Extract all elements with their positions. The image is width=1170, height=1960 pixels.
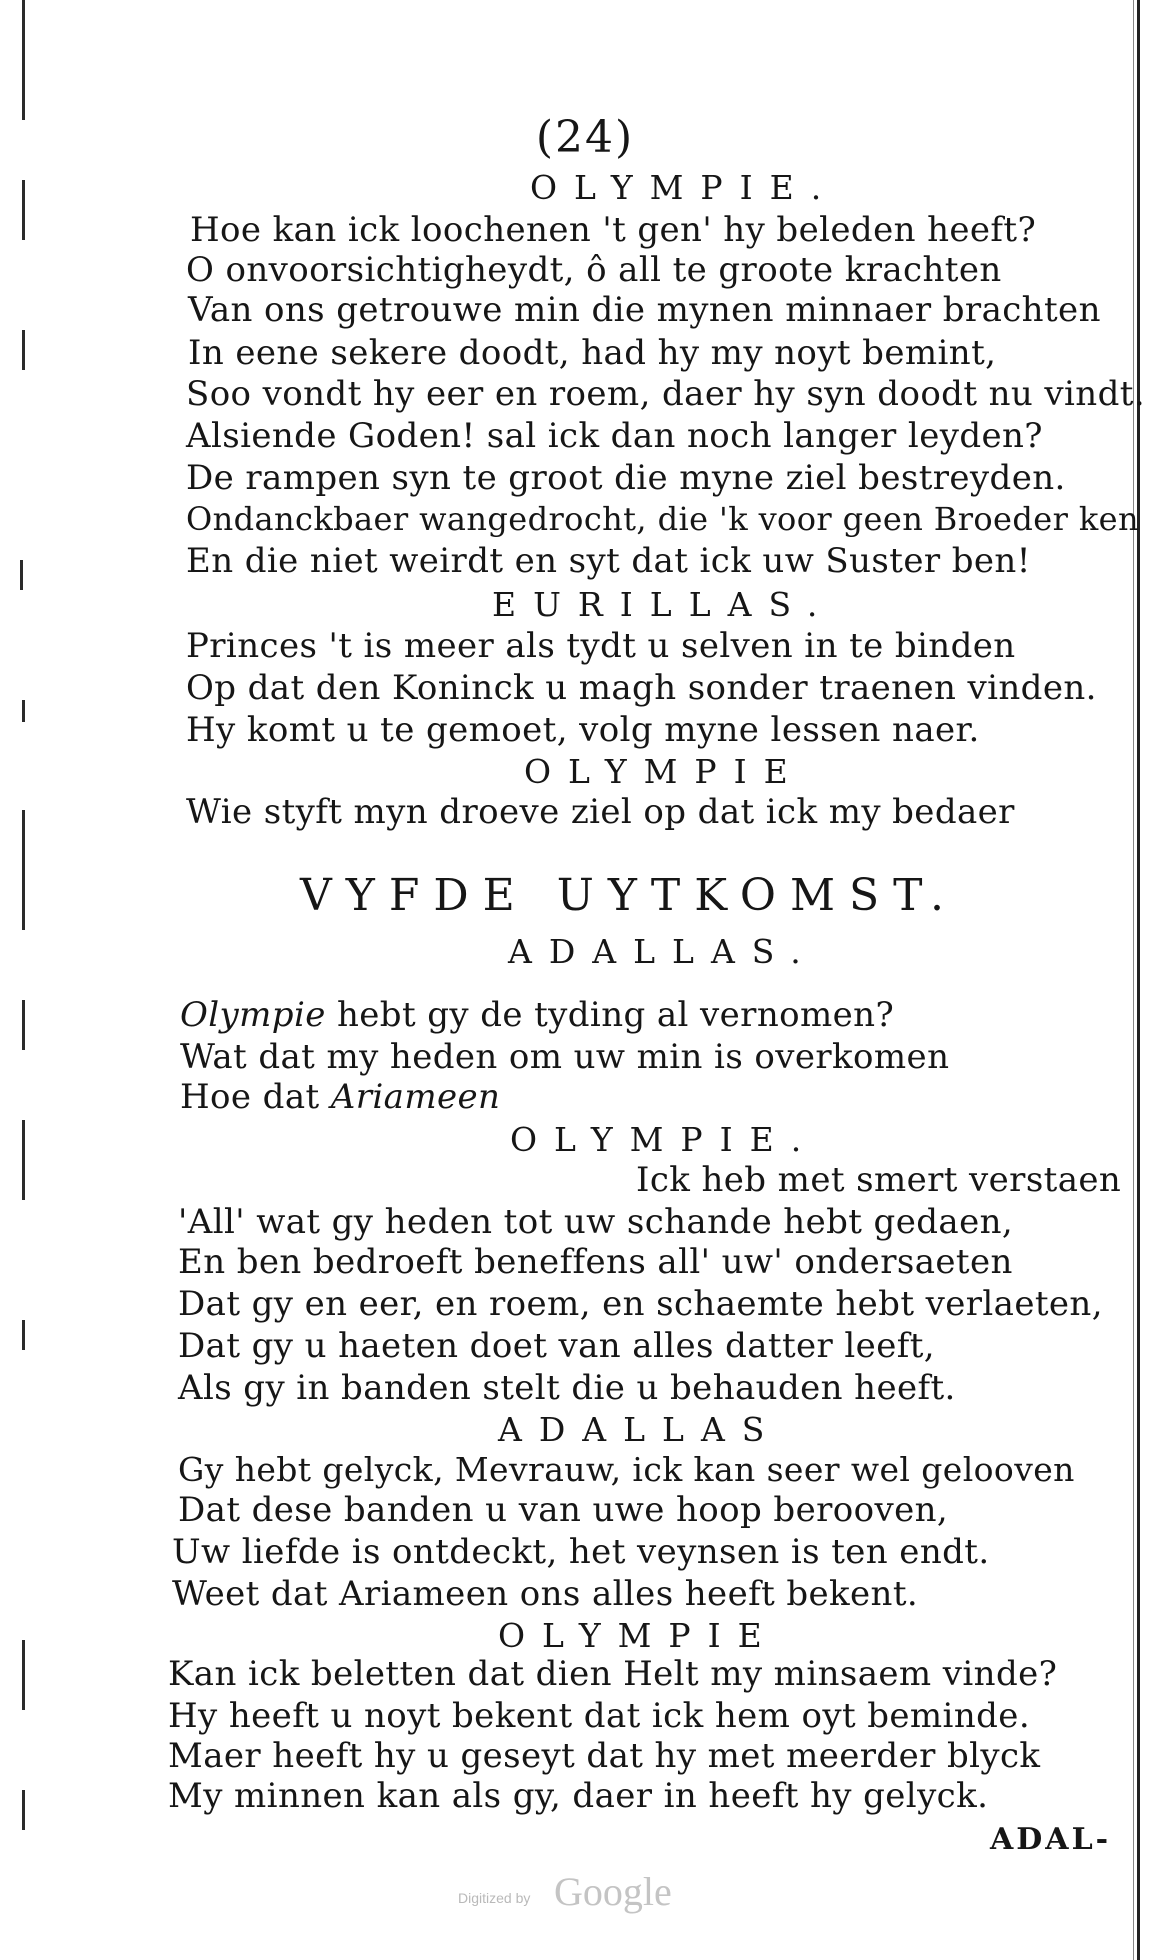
verse-line: Dat dese banden u van uwe hoop berooven,: [178, 1490, 949, 1530]
speaker-name: OLYMPIE.: [510, 1120, 819, 1159]
verse-line: Alsiende Goden! sal ick dan noch langer leyden?: [186, 416, 1043, 456]
verse-line: En ben bedroeft beneffens all' uw' ondersaeten: [178, 1242, 1013, 1282]
verse-line: 'All' wat gy heden tot uw schande hebt gedaen,: [178, 1202, 1014, 1242]
binding-gutter-right-thin: [1133, 0, 1134, 1960]
page-number: (24): [535, 112, 635, 163]
verse-line: In eene sekere doodt, had hy my noyt bemint,: [188, 333, 997, 373]
verse-line: De rampen syn te groot die myne ziel bestreyden.: [186, 458, 1066, 498]
speaker-name: ADALLAS.: [508, 932, 818, 971]
speaker-name: OLYMPIE: [524, 752, 805, 791]
verse-line: Hy komt u te gemoet, volg myne lessen naer.: [186, 710, 980, 750]
binding-gutter-left: [18, 0, 32, 1840]
speaker-name: OLYMPIE.: [530, 168, 839, 207]
binding-gutter-right: [1137, 0, 1140, 1960]
watermark-google-logo: Google: [554, 1869, 672, 1914]
catchword: ADAL-: [990, 1822, 1112, 1857]
verse-line: Kan ick beletten dat dien Helt my minsaem vinde?: [168, 1654, 1058, 1694]
verse-line: En die niet weirdt en syt dat ick uw Suster ben!: [186, 541, 1031, 581]
verse-line: My minnen kan als gy, daer in heeft hy gelyck.: [168, 1776, 989, 1816]
verse-line: Ondanckbaer wangedrocht, die 'k voor geen Broeder ken: [186, 500, 1140, 538]
verse-line: Hoe kan ick loochenen 't gen' hy beleden heeft?: [190, 210, 1037, 250]
scene-heading: VYFDE UYTKOMST.: [300, 870, 959, 921]
speaker-name: ADALLAS: [498, 1410, 782, 1449]
digitized-watermark: [458, 1868, 718, 1918]
verse-line: Hy heeft u noyt bekent dat ick hem oyt beminde.: [168, 1696, 1031, 1736]
speaker-name: OLYMPIE: [498, 1616, 779, 1655]
verse-line: Olympie hebt gy de tyding al vernomen?: [180, 995, 895, 1035]
verse-line: Uw liefde is ontdeckt, het veynsen is ten endt.: [172, 1532, 990, 1572]
verse-line: Hoe dat Ariameen: [180, 1077, 501, 1117]
verse-line: Wat dat my heden om uw min is overkomen: [180, 1037, 950, 1077]
watermark-digitized-text: Digitized by: [458, 1890, 531, 1906]
speaker-name: EURILLAS.: [492, 585, 835, 624]
verse-line: Als gy in banden stelt die u behauden heeft.: [178, 1368, 956, 1408]
verse-line: O onvoorsichtigheydt, ô all te groote krachten: [186, 250, 1002, 290]
verse-line: Weet dat Ariameen ons alles heeft bekent.: [172, 1574, 919, 1614]
verse-line: Wie styft myn droeve ziel op dat ick my bedaer: [186, 792, 1015, 832]
verse-line: Soo vondt hy eer en roem, daer hy syn doodt nu vindt.: [186, 374, 1146, 414]
verse-line: Op dat den Koninck u magh sonder traenen vinden.: [186, 668, 1097, 708]
verse-line: Maer heeft hy u geseyt dat hy met meerder blyck: [168, 1736, 1041, 1776]
verse-line: Van ons getrouwe min die mynen minnaer brachten: [188, 290, 1101, 330]
verse-line: Dat gy u haeten doet van alles datter leeft,: [178, 1326, 935, 1366]
verse-line: Dat gy en eer, en roem, en schaemte hebt verlaeten,: [178, 1284, 1103, 1324]
verse-line: Gy hebt gelyck, Mevrauw, ick kan seer wel gelooven: [178, 1450, 1075, 1489]
verse-half-line: Ick heb met smert verstaen: [636, 1160, 1122, 1200]
verse-line: Princes 't is meer als tydt u selven in te binden: [186, 626, 1016, 666]
